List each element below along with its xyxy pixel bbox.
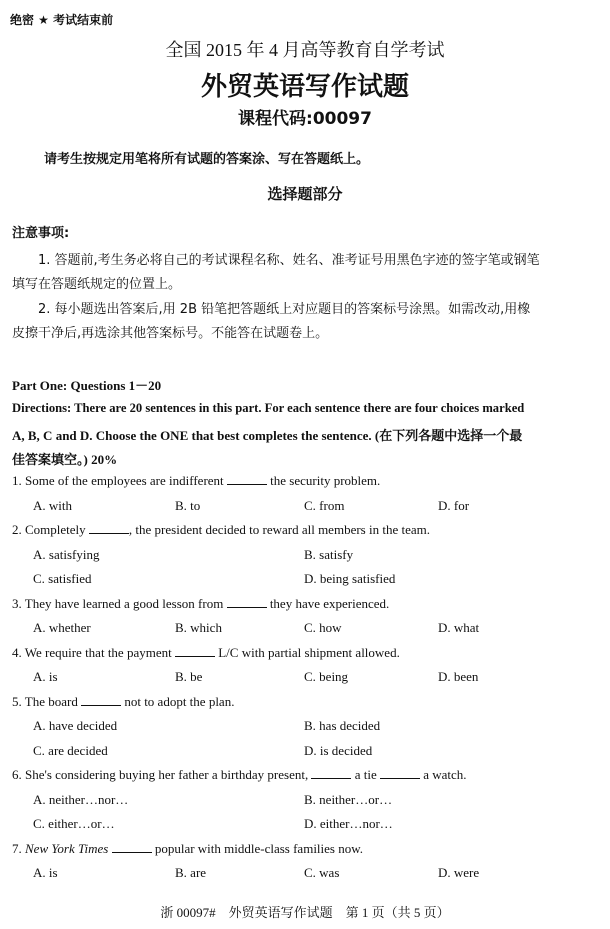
directions-line-3: 佳答案填空。) 20% (12, 452, 118, 467)
instruction-1-line-1: 1. 答题前,考生务必将自己的考试课程名称、姓名、准考证号用黑色字迹的签字笔或钢笔 (38, 253, 540, 268)
option: D. been (438, 669, 479, 684)
option: A. whether (33, 620, 91, 635)
instructions-heading: 注意事项: (12, 226, 70, 241)
option: B. has decided (304, 718, 381, 733)
option: A. with (33, 498, 72, 513)
option: C. are decided (33, 743, 108, 758)
question-stem: the security problem. (270, 473, 381, 488)
directions-line-1: Directions: There are 20 sentences in this part. For each sentence there are four choices marked (12, 401, 525, 415)
instruction-2-line-2: 皮擦干净后,再选涂其他答案标号。不能答在试题卷上。 (12, 326, 329, 341)
question-stem: 3. They have learned a good lesson from (12, 596, 224, 611)
question-stem: popular with middle-class families now. (154, 841, 364, 856)
option: A. have decided (33, 718, 118, 733)
option: D. being satisfied (304, 571, 396, 586)
notice: 请考生按规定用笔将所有试题的答案涂、写在答题纸上。 (44, 152, 370, 167)
question-stem: 2. Completely (12, 522, 86, 537)
option: A. is (33, 865, 58, 880)
answer-blank (175, 645, 215, 657)
question-7 (12, 841, 363, 857)
question-stem: 5. The board (12, 694, 78, 709)
option: D. is decided (304, 743, 373, 758)
option: A. satisfying (33, 547, 100, 562)
answer-blank (81, 694, 121, 706)
confidential-label: 绝密 ★ 考试结束前 (10, 13, 114, 27)
option: B. to (175, 498, 201, 513)
question-stem: they have experienced. (269, 596, 390, 611)
answer-blank (89, 522, 129, 534)
answer-blank (380, 767, 420, 779)
answer-blank (112, 841, 152, 853)
exam-title: 全国 2015 年 4 月高等教育自学考试 (165, 40, 445, 60)
option: C. being (304, 669, 349, 684)
question-stem: not to adopt the plan. (124, 694, 235, 709)
question-stem: a watch. (423, 767, 467, 782)
page-footer: 浙 00097# 外贸英语写作试题 第 1 页（共 5 页） (160, 905, 450, 920)
question-4 (12, 645, 400, 661)
answer-blank (227, 473, 267, 485)
option: A. neither…nor… (33, 792, 129, 807)
question-1 (12, 473, 380, 489)
option: B. be (175, 669, 203, 684)
answer-blank (311, 767, 351, 779)
instruction-2-line-1: 2. 每小题选出答案后,用 2B 铅笔把答题纸上对应题目的答案标号涂黑。如需改动,用橡 (38, 302, 531, 317)
option: B. which (175, 620, 222, 635)
option: D. for (438, 498, 470, 513)
option: C. how (304, 620, 342, 635)
question-stem: 4. We require that the payment (12, 645, 172, 660)
question-stem: a tie (354, 767, 377, 782)
course-code: 课程代码:00097 (238, 109, 372, 129)
option: B. are (175, 865, 207, 880)
directions-line-2: A, B, C and D. Choose the ONE that best completes the sentence. (在下列各题中选择一个最 (12, 428, 523, 443)
question-stem: 6. She's considering buying her father a birthday present, (12, 767, 309, 782)
option: D. were (438, 865, 480, 880)
option: C. satisfied (33, 571, 92, 586)
section-title: 选择题部分 (267, 185, 343, 203)
instruction-1-line-2: 填写在答题纸规定的位置上。 (12, 277, 182, 292)
question-3 (12, 596, 389, 612)
option: B. satisfy (304, 547, 354, 562)
option: D. what (438, 620, 480, 635)
option: B. neither…or… (304, 792, 393, 807)
option: C. was (304, 865, 340, 880)
option: C. either…or… (33, 816, 115, 831)
option: C. from (304, 498, 345, 513)
option: D. either…nor… (304, 816, 393, 831)
question-2 (12, 522, 430, 538)
publication-title: New York Times (25, 841, 109, 856)
option: A. is (33, 669, 58, 684)
question-stem: , the president decided to reward all members in the team. (128, 522, 430, 537)
subject-title: 外贸英语写作试题 (200, 72, 409, 102)
question-6 (12, 767, 467, 783)
question-number: 7. (12, 841, 22, 856)
part-one-heading: Part One: Questions 1－20 (12, 378, 162, 393)
question-stem: 1. Some of the employees are indifferent (12, 473, 224, 488)
question-stem: L/C with partial shipment allowed. (218, 645, 400, 660)
question-5 (12, 694, 234, 710)
answer-blank (227, 596, 267, 608)
